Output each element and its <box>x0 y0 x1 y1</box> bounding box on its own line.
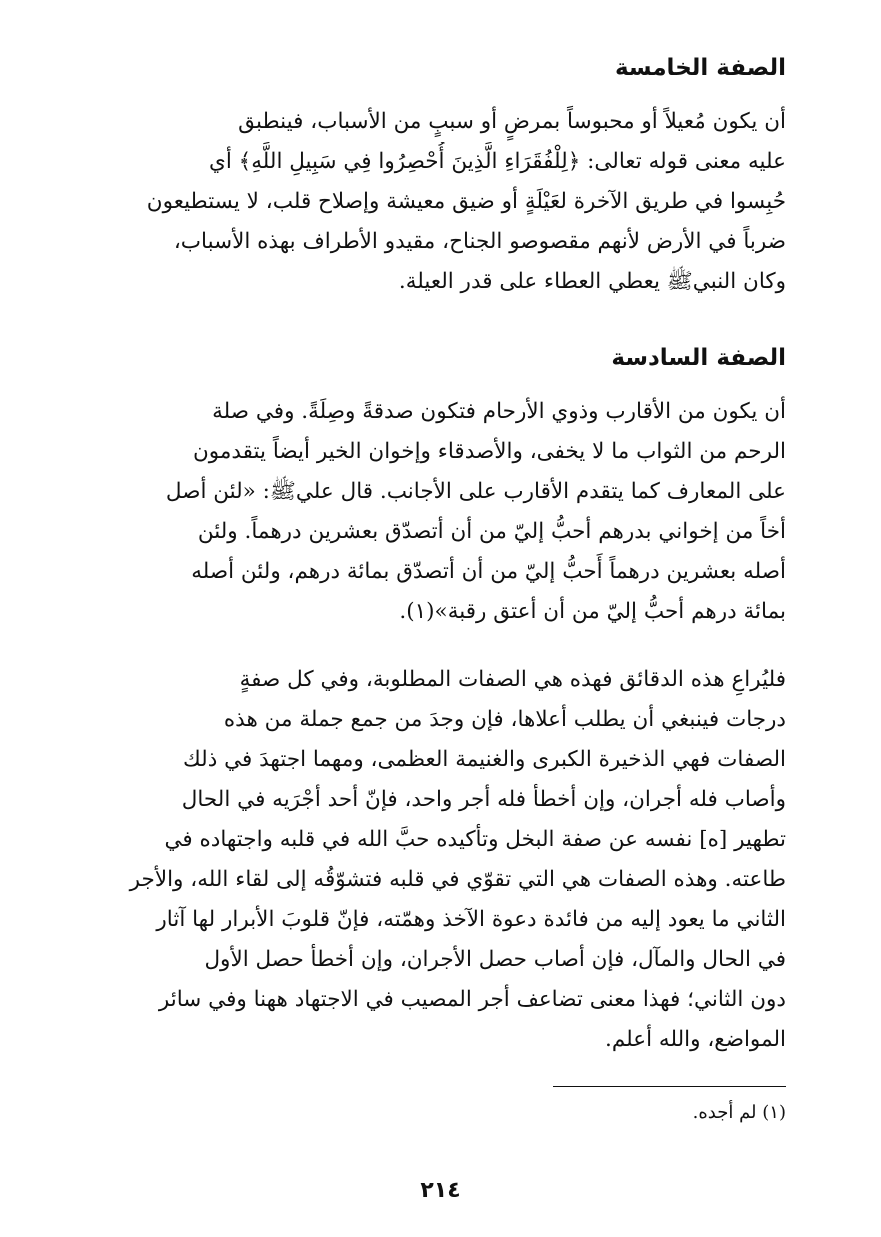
footnote: (١) لم أجده. <box>692 1102 786 1123</box>
paragraph-conclusion <box>96 660 786 1060</box>
section-heading-sixth: الصفة السادسة <box>611 345 786 371</box>
text-line: الرحم من الثواب ما لا يخفى، والأصدقاء وإخوان الخير أيضاً يتقدمون <box>192 439 786 464</box>
text-line: أخاً من إخواني بدرهم أحبُّ إليّ من أن أتصدّق بعشرين درهماً. ولئن <box>197 519 786 544</box>
paragraph-sixth-trait <box>96 392 786 632</box>
footnote-separator <box>553 1086 786 1087</box>
text-line: في الحال والمآل، فإن أصاب حصل الأجران، وإن أخطأ حصل الأول <box>204 947 786 972</box>
text-line: ضرباً في الأرض لأنهم مقصوصو الجناح، مقيدو الأطراف بهذه الأسباب، <box>173 229 786 254</box>
text-line: أصله بعشرين درهماً أَحبُّ إليّ من أن أتصدّق بمائة درهم، ولئن أصله <box>191 559 786 584</box>
text-line: طاعته. وهذه الصفات هي التي تقوّي في قلبه فتشوّقُه إلى لقاء الله، والأجر <box>129 867 786 892</box>
text-line: درجات فينبغي أن يطلب أعلاها، فإن وجدَ من جمع جملة من هذه <box>223 707 786 732</box>
text-line: الصفات فهي الذخيرة الكبرى والغنيمة العظمى، ومهما اجتهدَ في ذلك <box>183 747 786 772</box>
text-line: فليُراعِ هذه الدقائق فهذه هي الصفات المطلوبة، وفي كل صفةٍ <box>239 667 786 692</box>
text-line: المواضع، والله أعلم. <box>605 1027 786 1052</box>
text-line: دون الثاني؛ فهذا معنى تضاعف أجر المصيب في الاجتهاد ههنا وفي سائر <box>158 987 786 1012</box>
text-line: أن يكون مُعيلاً أو محبوساً بمرضٍ أو سببٍ من الأسباب، فينطبق <box>238 109 786 134</box>
section-heading-fifth: الصفة الخامسة <box>614 55 786 81</box>
text-line: على المعارف كما يتقدم الأقارب على الأجانب. قال عليﷺ: «لئن أصل <box>165 479 786 504</box>
text-line: حُبِسوا في طريق الآخرة لعَيْلَةٍ أو ضيق معيشة وإصلاح قلب، لا يستطيعون <box>146 189 786 214</box>
paragraph-fifth-trait <box>96 102 786 302</box>
page-number: ٢١٤ <box>420 1178 461 1203</box>
text-line: وكان النبيﷺ يعطي العطاء على قدر العيلة. <box>398 269 786 294</box>
text-line: الثاني ما يعود إليه من فائدة دعوة الآخذ وهمّته، فإنّ قلوبَ الأبرار لها آثار <box>156 907 786 932</box>
text-line: بمائة درهم أحبُّ إليّ من أن أعتق رقبة»(١). <box>399 599 786 624</box>
text-line: أن يكون من الأقارب وذوي الأرحام فتكون صدقةً وصِلَةً. وفي صلة <box>212 399 786 424</box>
text-line: عليه معنى قوله تعالى: ﴿لِلْفُقَرَاءِ الَّذِينَ أُحْصِرُوا فِي سَبِيلِ اللَّهِ﴾ أي <box>209 149 786 174</box>
text-line: وأصاب فله أجران، وإن أخطأ فله أجر واحد، فإنّ أحد أجْرَيه في الحال <box>181 787 786 812</box>
text-line: تطهير [ه] نفسه عن صفة البخل وتأكيده حبَّ الله في قلبه واجتهاده في <box>164 827 786 852</box>
